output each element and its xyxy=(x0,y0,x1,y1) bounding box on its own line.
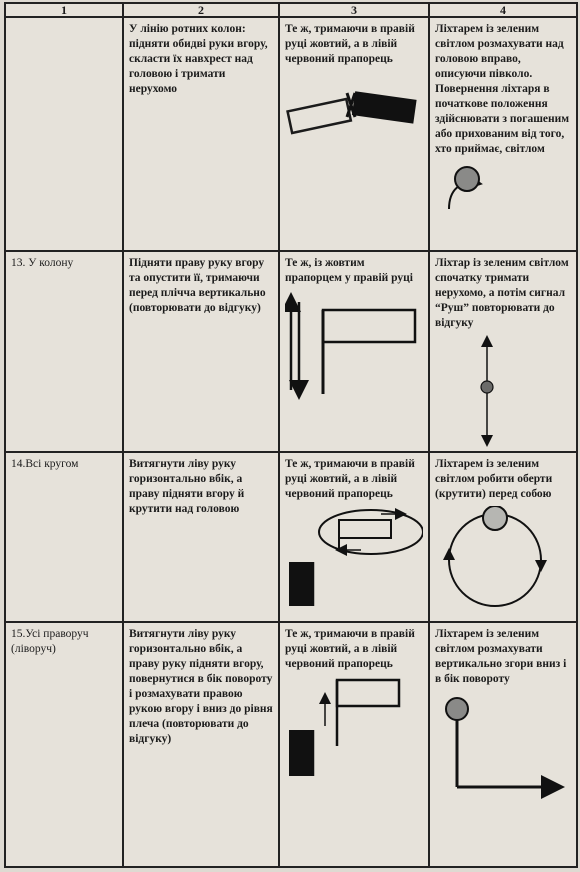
arm-signal-text: Витягнути ліву руку горизонтально вбік, а праву підняти вгору й крутити над головою xyxy=(129,458,245,515)
signal-table-page xyxy=(4,2,576,868)
arm-signal-cell xyxy=(123,622,279,867)
arm-signal-cell xyxy=(123,17,279,251)
signal-name-cell xyxy=(5,622,123,867)
lantern-signal-cell xyxy=(429,622,577,867)
flag-signal-text: Те ж, тримаючи в правій руці жовтий, а в лівій червоний прапорець xyxy=(285,628,415,670)
lantern-signal-text: Ліхтарем із зеленим світлом розмахувати над головою вправо, описуючи півколо. Повернення ліхтаря в початкове положення здійснювати з погашеним або прихованим від того, хто приймає, світлом xyxy=(435,23,570,155)
lantern-signal-cell xyxy=(429,452,577,622)
turn-flag-diagram xyxy=(285,676,423,796)
header-col-2: 2 xyxy=(123,3,279,17)
lantern-signal-text: Ліхтар із зеленим світлом спочатку тримати нерухомо, а потім сигнал “Руш” повторювати до відгуку xyxy=(435,257,569,329)
lantern-vertical-diagram xyxy=(435,335,571,447)
signal-name-cell xyxy=(5,17,123,251)
arm-signal-text: Витягнути ліву руку горизонтально вбік, а праву руку підняти вгору, повернутися в бік повороту і розмахувати правою рукою вгору і вниз до рівня плеча (повторювати до відгуку) xyxy=(129,628,273,745)
flag-signal-cell xyxy=(279,17,429,251)
up-down-flag-diagram xyxy=(285,290,423,400)
signal-name: 15.Усі праворуч (ліворуч) xyxy=(11,628,89,655)
signal-name-cell xyxy=(5,251,123,452)
flag-signal-text: Те ж, із жовтим прапорцем у правій руці xyxy=(285,257,413,284)
table-header-row xyxy=(5,3,577,17)
crossed-flags-diagram xyxy=(285,71,423,141)
header-col-4: 4 xyxy=(429,3,577,17)
signal-name: 13. У колону xyxy=(11,257,74,269)
lantern-signal-cell xyxy=(429,251,577,452)
table-row xyxy=(5,452,577,622)
signal-name: 14.Всі кругом xyxy=(11,458,79,470)
table-row xyxy=(5,622,577,867)
signal-table xyxy=(4,2,578,868)
arm-signal-cell xyxy=(123,452,279,622)
arm-signal-text: У лінію ротних колон: підняти обидві руки вгору, скласти їх навхрест над головою і тримати нерухомо xyxy=(129,23,268,95)
flag-signal-text: Те ж, тримаючи в правій руці жовтий, а в лівій червоний прапорець xyxy=(285,23,415,65)
table-row xyxy=(5,17,577,251)
table-row xyxy=(5,251,577,452)
arm-signal-text: Підняти праву руку вгору та опустити її, тримаючи перед плічча вертикально (повторювати до відгуку) xyxy=(129,257,266,314)
flag-signal-cell xyxy=(279,251,429,452)
lantern-turn-diagram xyxy=(435,691,571,801)
signal-name-cell xyxy=(5,452,123,622)
lantern-signal-text: Ліхтарем із зеленим світлом робити оберти (крутити) перед собою xyxy=(435,458,553,500)
lantern-signal-cell xyxy=(429,17,577,251)
lantern-signal-text: Ліхтарем із зеленим світлом розмахувати вертикально згори вниз і в бік повороту xyxy=(435,628,567,685)
flag-signal-cell xyxy=(279,452,429,622)
lantern-circle-diagram xyxy=(435,506,571,610)
header-col-1: 1 xyxy=(5,3,123,17)
flag-signal-cell xyxy=(279,622,429,867)
flag-signal-text: Те ж, тримаючи в правій руці жовтий, а в лівій червоний прапорець xyxy=(285,458,415,500)
header-col-3: 3 xyxy=(279,3,429,17)
circling-flag-diagram xyxy=(285,506,423,610)
arm-signal-cell xyxy=(123,251,279,452)
lantern-arc-diagram xyxy=(435,161,571,217)
